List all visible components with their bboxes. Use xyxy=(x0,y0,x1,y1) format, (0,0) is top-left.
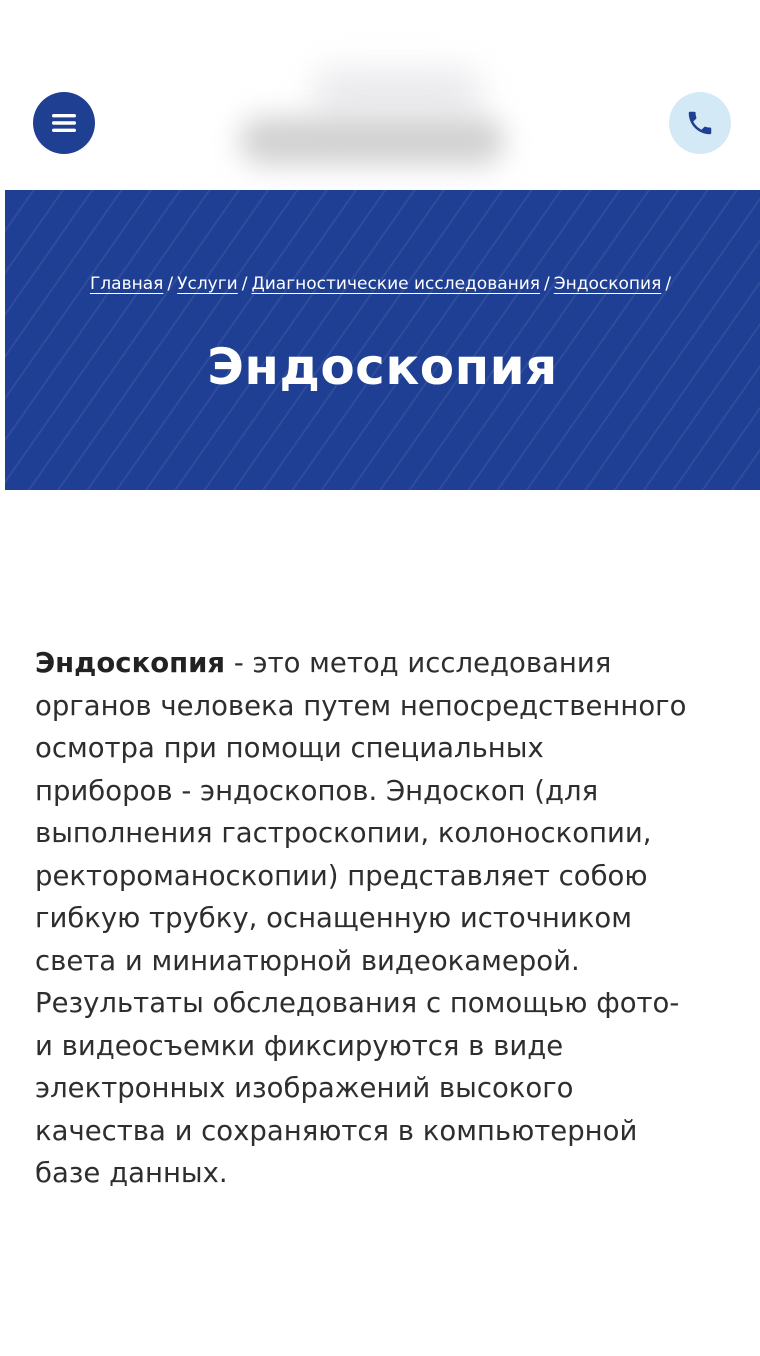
breadcrumb-link-endoscopy[interactable]: Эндоскопия xyxy=(553,274,662,294)
article-line: выполнения гастроскопии, колоноскопии, xyxy=(35,817,652,849)
article-line: света и миниатюрной видеокамерой. xyxy=(35,944,580,977)
site-logo-blurred[interactable] xyxy=(222,62,522,170)
phone-button[interactable] xyxy=(669,92,731,154)
phone-icon xyxy=(685,108,715,138)
logo-blur-bottom xyxy=(240,117,504,165)
article-line: приборов - эндоскопов. Эндоскоп (для xyxy=(35,774,599,807)
article-line xyxy=(35,642,735,685)
site-header xyxy=(0,0,760,190)
article-text xyxy=(35,642,735,1195)
article-line-text: - это метод исследования xyxy=(225,647,612,679)
article-line: гибкую трубку, оснащенную источником xyxy=(35,902,632,934)
breadcrumb-separator: / xyxy=(241,274,248,294)
page-title: Эндоскопия xyxy=(207,338,558,396)
article-line: и видеосъемки фиксируются в виде xyxy=(35,1029,564,1062)
logo-blur-top xyxy=(312,68,482,118)
article-line: осмотра при помощи специальных xyxy=(35,732,544,764)
article-line: Результаты обследования с помощью фото- xyxy=(35,987,680,1019)
article-line: качества и сохраняются в компьютерной xyxy=(35,1114,638,1147)
breadcrumb-link-diagnostics[interactable]: Диагностические исследования xyxy=(251,274,541,294)
article-line: ректороманоскопии) представляет собою xyxy=(35,859,648,892)
breadcrumb-separator: / xyxy=(167,274,174,294)
article-line: органов человека путем непосредственного xyxy=(35,689,687,722)
breadcrumb-separator: / xyxy=(665,274,672,294)
breadcrumb xyxy=(5,274,760,294)
hamburger-menu-icon xyxy=(51,112,77,134)
article-line: базе данных. xyxy=(35,1157,228,1189)
article-line: электронных изображений высокого xyxy=(35,1072,574,1104)
menu-button[interactable] xyxy=(33,92,95,154)
hero-banner xyxy=(5,190,760,490)
article-term: Эндоскопия xyxy=(35,647,226,679)
breadcrumb-link-home[interactable]: Главная xyxy=(89,274,164,294)
breadcrumb-separator: / xyxy=(544,274,550,294)
breadcrumb-link-services[interactable]: Услуги xyxy=(177,274,238,294)
